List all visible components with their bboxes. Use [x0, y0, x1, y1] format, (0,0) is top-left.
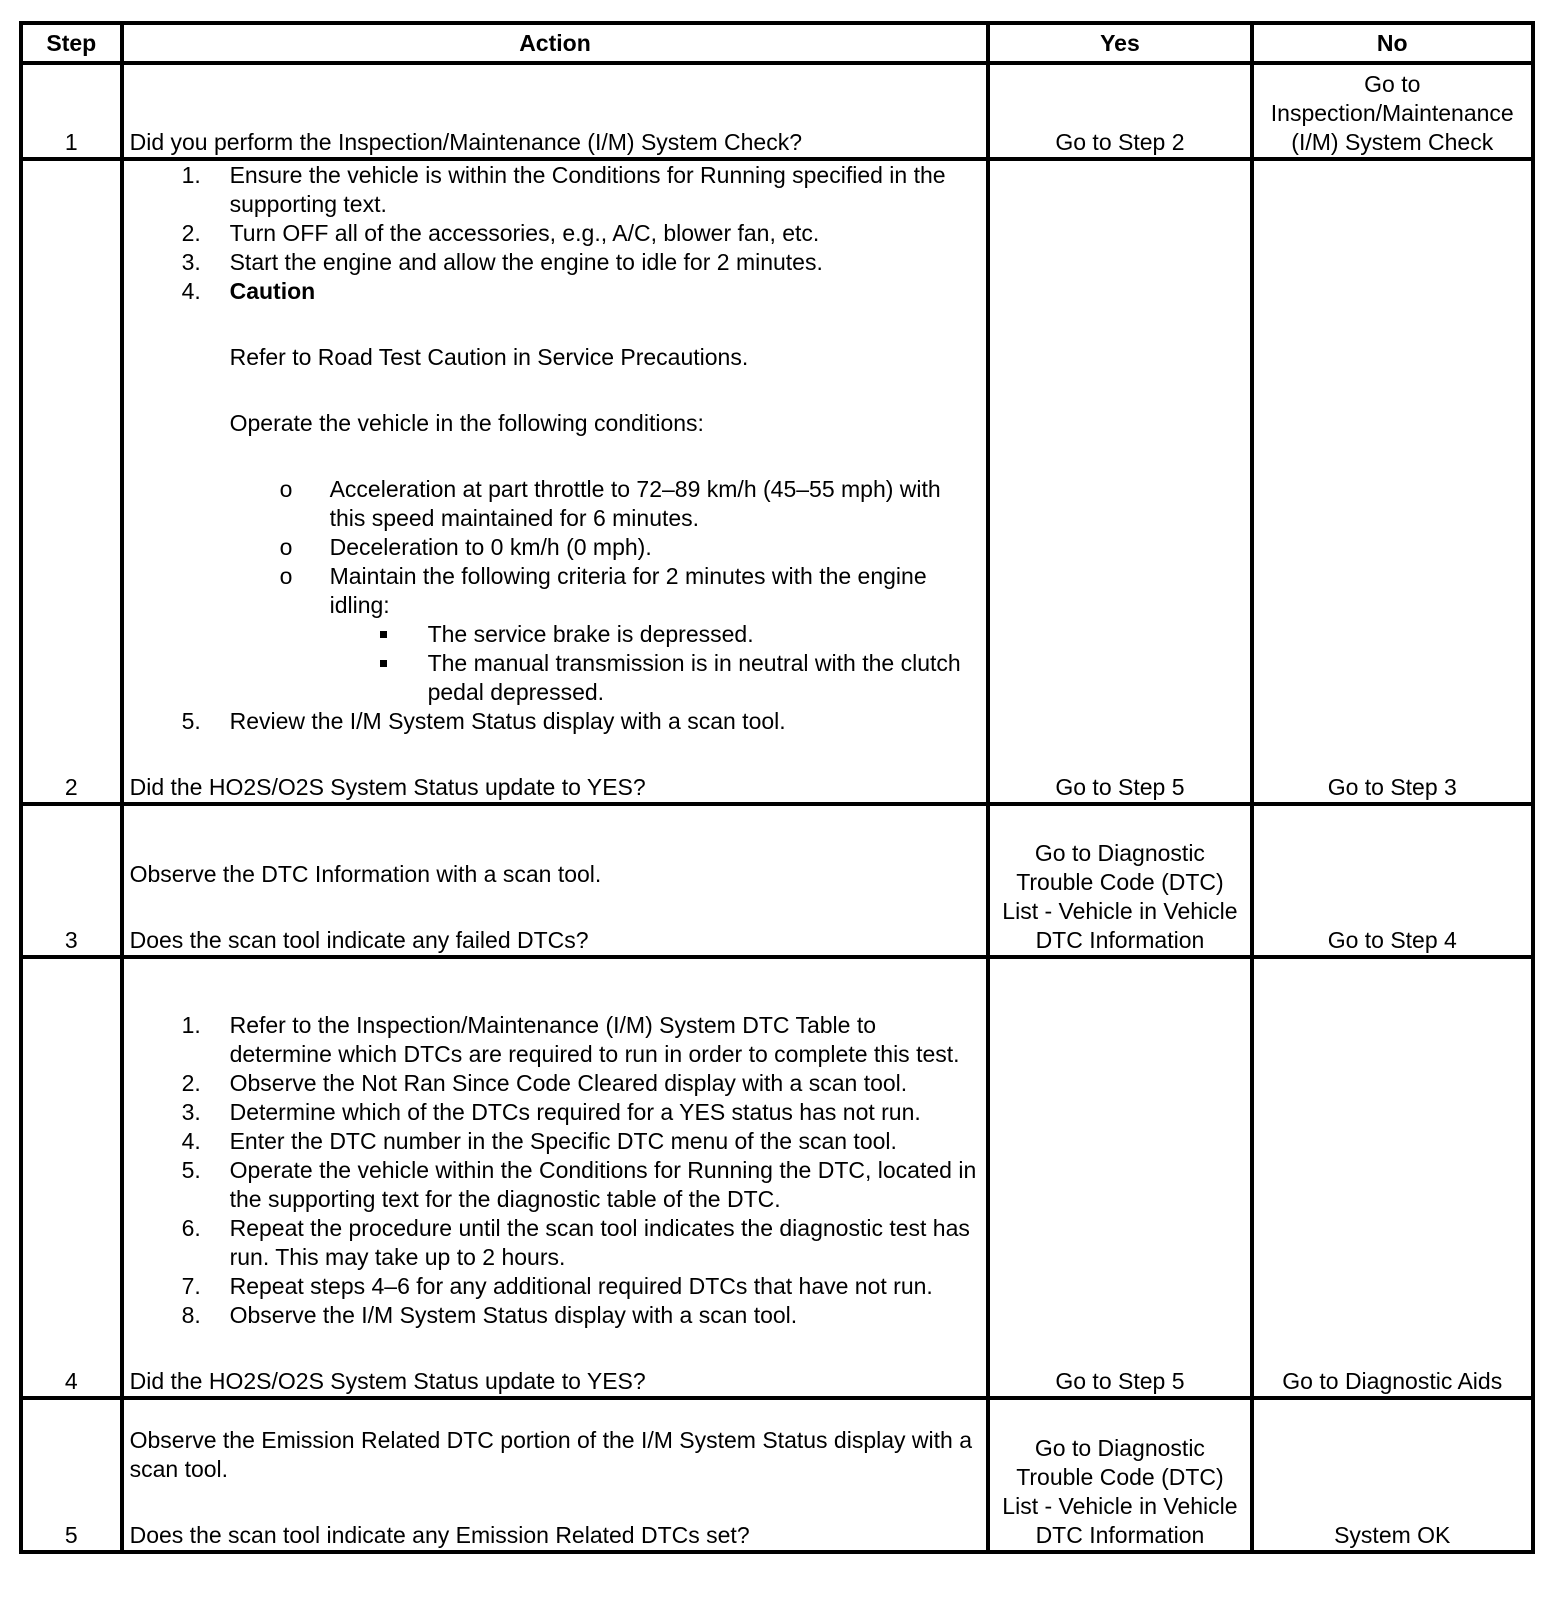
question-text: Does the scan tool indicate any failed DTCs?: [129, 927, 589, 953]
step-number: 5: [21, 1398, 122, 1552]
step-number: 1: [21, 63, 122, 159]
header-action: Action: [122, 23, 989, 63]
no-cell: Go to Diagnostic Aids: [1252, 957, 1533, 1398]
action-text: Observe the DTC Information with a scan tool.: [129, 861, 602, 887]
step-number: 2: [21, 159, 122, 804]
list-item: 5. Review the I/M System Status display with a scan tool.: [181, 708, 786, 734]
table-row: [21, 63, 1533, 159]
action-cell: [122, 1398, 989, 1552]
yes-cell: Go to Diagnostic Trouble Code (DTC) List - Vehicle in Vehicle DTC Information: [988, 1398, 1251, 1552]
yes-cell: Go to Diagnostic Trouble Code (DTC) List - Vehicle in Vehicle DTC Information: [988, 804, 1251, 957]
yes-cell: Go to Step 5: [988, 159, 1251, 804]
list-item: 1. Ensure the vehicle is within the Conditions for Running specified in the supporting text.: [181, 162, 946, 217]
step-number: 3: [21, 804, 122, 957]
question-text: Did the HO2S/O2S System Status update to YES?: [129, 1368, 646, 1394]
header-yes: Yes: [988, 23, 1251, 63]
caution-text: Refer to Road Test Caution in Service Precautions.: [229, 344, 749, 370]
list-item: o Acceleration at part throttle to 72–89 km/h (45–55 mph) with this speed maintained for 6 minutes.: [279, 476, 941, 531]
list-item: 8. Observe the I/M System Status display with a scan tool.: [181, 1302, 798, 1328]
table-row: [21, 1398, 1533, 1552]
list-item: o Deceleration to 0 km/h (0 mph).: [279, 534, 652, 560]
header-row: [21, 23, 1533, 63]
question-text: Did you perform the Inspection/Maintenance (I/M) System Check?: [129, 129, 802, 155]
step-list: [130, 1011, 981, 1330]
table-row: [21, 804, 1533, 957]
list-item: 1. Refer to the Inspection/Maintenance (I/M) System DTC Table to determine which DTCs are required to run in order to complete this test.: [181, 1012, 960, 1067]
no-cell: System OK: [1252, 1398, 1533, 1552]
list-item: 5. Operate the vehicle within the Conditions for Running the DTC, located in the supporting text for the diagnostic table of the DTC.: [181, 1157, 977, 1212]
header-no: No: [1252, 23, 1533, 63]
list-item: The service brake is depressed.: [130, 620, 981, 649]
action-text: Observe the Emission Related DTC portion of the I/M System Status display with a scan tool.: [129, 1427, 973, 1482]
yes-cell: Go to Step 2: [988, 63, 1251, 159]
step-number: 4: [21, 957, 122, 1398]
list-item: 2. Observe the Not Ran Since Code Cleared display with a scan tool.: [181, 1070, 908, 1096]
yes-cell: Go to Step 5: [988, 957, 1251, 1398]
no-cell: Go to Step 4: [1252, 804, 1533, 957]
list-item: 2. Turn OFF all of the accessories, e.g., A/C, blower fan, etc.: [181, 220, 820, 246]
header-step: Step: [21, 23, 122, 63]
list-item: 7. Repeat steps 4–6 for any additional required DTCs that have not run.: [181, 1273, 933, 1299]
action-cell: [122, 804, 989, 957]
diagnostic-table: [19, 21, 1535, 1554]
list-item: 3. Start the engine and allow the engine to idle for 2 minutes.: [181, 249, 823, 275]
step-list: [130, 161, 981, 475]
action-cell: [122, 957, 989, 1398]
conditions-list: [130, 475, 981, 620]
list-item: 4. Caution Refer to Road Test Caution in Service Precautions. Operate the vehicle in the following conditions:: [130, 277, 981, 475]
action-cell: [122, 63, 989, 159]
list-item: 4. Enter the DTC number in the Specific DTC menu of the scan tool.: [181, 1128, 897, 1154]
list-item: The manual transmission is in neutral with the clutch pedal depressed.: [130, 649, 981, 707]
list-item: 6. Repeat the procedure until the scan tool indicates the diagnostic test has run. This may take up to 2 hours.: [181, 1215, 970, 1270]
step-list: [130, 707, 981, 736]
no-cell: Go to Step 3: [1252, 159, 1533, 804]
operate-text: Operate the vehicle in the following conditions:: [229, 410, 704, 436]
no-cell: Go to Inspection/Maintenance (I/M) System Check: [1252, 63, 1533, 159]
action-cell: [122, 159, 989, 804]
caution-label: Caution: [229, 278, 316, 304]
list-item: o Maintain the following criteria for 2 minutes with the engine idling:: [279, 563, 927, 618]
table-row: [21, 159, 1533, 804]
list-item: 3. Determine which of the DTCs required for a YES status has not run.: [181, 1099, 921, 1125]
question-text: Does the scan tool indicate any Emission Related DTCs set?: [129, 1522, 750, 1548]
question-text: Did the HO2S/O2S System Status update to YES?: [129, 774, 646, 800]
criteria-list: [130, 620, 981, 707]
table-row: [21, 957, 1533, 1398]
